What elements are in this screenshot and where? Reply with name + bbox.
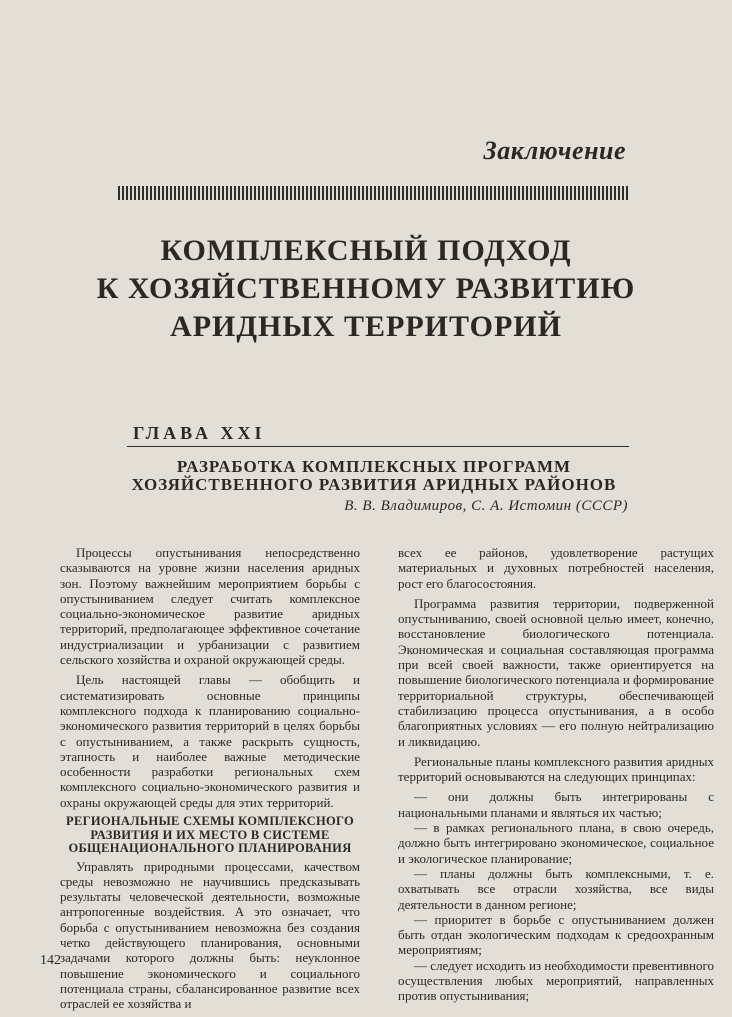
paragraph: Цель настоящей главы — обобщить и систематизировать основные принципы комплексного подхода к планированию социально-экономического развития территорий в целях борьбы с опустыниванием, а также раскрыть сущность, этапность и наиболее важные методические особенности разработки региональных схем комплексного социально-экономического развития и охраны окружающей среды для этих территорий. <box>60 672 360 810</box>
main-title-line: КОМПЛЕКСНЫЙ ПОДХОД <box>160 234 572 267</box>
main-title <box>0 232 732 346</box>
paragraph: всех ее районов, удовлетворение растущих материальных и духовных потребностей населения, рост его благосостояния. <box>398 545 714 591</box>
main-title-line: АРИДНЫХ ТЕРРИТОРИЙ <box>170 310 562 343</box>
paragraph: Процессы опустынивания непосредственно сказываются на уровне жизни населения аридных зон. Поэтому важнейшим мероприятием борьбы с опустыниванием следует считать комплексное социально-экономическое развитие аридных территорий, предполагающее эффективное сочетание индустриализации и урбанизации с развитием сельского хозяйства и охраной окружающей среды. <box>60 545 360 668</box>
decorative-rule-band <box>118 186 630 200</box>
part-title: Заключение <box>483 136 626 165</box>
paragraph: Региональные планы комплексного развития аридных территорий основываются на следующих принципах: <box>398 753 714 785</box>
chapter-title-line: ХОЗЯЙСТВЕННОГО РАЗВИТИЯ АРИДНЫХ РАЙОНОВ <box>131 475 617 494</box>
left-column <box>60 545 360 1017</box>
right-column <box>398 545 714 1004</box>
list-item: — следует исходить из необходимости превентивного осуществления любых мероприятий, направленных против опустынивания; <box>398 957 714 1004</box>
section-heading: РЕГИОНАЛЬНЫЕ СХЕМЫ КОМПЛЕКСНОГО РАЗВИТИЯ И ИХ МЕСТО В СИСТЕМЕ ОБЩЕНАЦИОНАЛЬНОГО ПЛАНИРОВАНИЯ <box>66 814 354 856</box>
page-number: 142 <box>40 953 61 968</box>
list-item: — они должны быть интегрированы с национальными планами и являться их частью; <box>398 789 714 820</box>
paragraph: Программа развития территории, подверженной опустыниванию, своей основной целью имеет, конечно, восстановление биологического потенциала. Экономическая и социальная составляющая программа при всей своей важности, также ориентируется на повышение биологического потенциала и формирование территориальной структуры, обеспечивающей стабилизацию процесса опустынивания, а в особо благоприятных условиях — его полную нейтрализацию и ликвидацию. <box>398 595 714 749</box>
list-item: — в рамках регионального плана, в свою очередь, должно быть интегрировано экономическое, социальное и экологическое планирование; <box>398 820 714 866</box>
chapter-title <box>118 458 630 494</box>
chapter-label: ГЛАВА XXI <box>133 423 266 443</box>
paragraph: Управлять природными процессами, качеством среды невозможно не научившись предсказывать результаты человеческой деятельности, возможные антропогенные воздействия. А это означает, что борьба с опустыниванием невозможна без создания четко действующего планирования, основными задачами которого должны быть: неуклонное повышение экономического и социального потенциала страны, сбалансированное развитие всех отраслей ее хозяйства и <box>60 858 360 1012</box>
list-item: — планы должны быть комплексными, т. е. охватывать все отрасли хозяйства, все виды деятельности в данном регионе; <box>398 865 714 912</box>
chapter-authors: В. В. Владимиров, С. А. Истомин (СССР) <box>344 498 628 514</box>
main-title-line: К ХОЗЯЙСТВЕННОМУ РАЗВИТИЮ <box>96 272 636 305</box>
chapter-rule <box>127 446 629 447</box>
chapter-title-line: РАЗРАБОТКА КОМПЛЕКСНЫХ ПРОГРАММ <box>176 457 572 476</box>
list-item: — приоритет в борьбе с опустыниванием должен быть отдан экологическим подходам к средоохранным мероприятиям; <box>398 911 714 958</box>
